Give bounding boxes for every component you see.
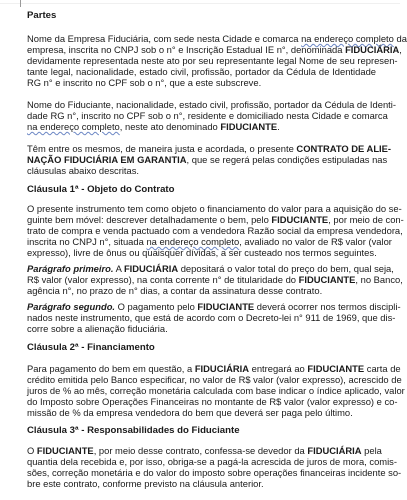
clausula1-p2-line-1: Parágrafo primeiro. A FIDUCIÁRIA depositará o valor total do preço do bem, qual seja, xyxy=(27,263,394,274)
section-heading-partes: Partes xyxy=(27,10,57,21)
partes-p1-line-3: devidamente representada neste ato por seu representante legal Nome de seu represen- xyxy=(27,55,398,66)
partes-p1-line-1: Nome da Empresa Fiduciária, com sede nesta Cidade e comarca na endereço completo da xyxy=(27,33,407,44)
partes-p2-line-3: na endereço completo, neste ato denominado FIDUCIANTE. xyxy=(27,121,280,132)
clausula1-p3-line-2: nados neste instrumento, que está de acordo com o Decreto-lei n° 911 de 1969, que dis- xyxy=(27,312,396,323)
clausula2-p1-line-5: missão de % da empresa vendedora do bem que deverá ser paga pelo último. xyxy=(27,407,353,418)
partes-p3-line-2: NAÇÃO FIDUCIÁRIA EM GARANTIA, que se regerá pelas condições estipuladas nas xyxy=(27,154,388,165)
page-top-edge xyxy=(0,0,400,4)
clausula3-p1-line-2: quantia dela recebida e, por isso, obriga-se a pagá-la acrescida de juros de mora, comis- xyxy=(27,456,397,467)
clausula1-p2-line-2: R$ valor (valor expresso), na conta corrente n° de titularidade do FIDUCIANTE, no Banco, xyxy=(27,274,403,285)
clausula2-p1-line-2: crédito emitida pelo Banco especificar, no valor de R$ valor (valor expresso), acrescido de xyxy=(27,374,402,385)
clausula1-p3-line-3: corre sobre a alienação fiduciária. xyxy=(27,323,168,334)
partes-p1-line-4: tante legal, nacionalidade, estado civil, profissão, portador da Cédula de Identidade xyxy=(27,66,376,77)
clausula1-p2-line-3: agência n°, no prazo de n° dias, a contar da assinatura desse contrato. xyxy=(27,285,323,296)
clausula3-p1-line-4: bre este contrato, conforme previsto na cláusula anterior. xyxy=(27,478,264,489)
clausula2-p1-line-3: juros de % ao mês, correção monetária calculada com base indicar o índice aplicado, valor xyxy=(27,385,405,396)
partes-p3-line-3: cláusulas abaixo descritas. xyxy=(27,165,140,176)
clausula1-p1-line-4: inscrita no CNPJ n°, situada na endereço completo, avaliado no valor de R$ valor (valor xyxy=(27,236,392,247)
section-heading-clausula-3: Cláusula 3ª - Responsabilidades do Fiduciante xyxy=(27,425,240,436)
clausula2-p1-line-4: do Imposto sobre Operações Financeiras no montante de R$ valor (valor expresso) e co- xyxy=(27,396,398,407)
clausula2-p1-line-1: Para pagamento do bem em questão, a FIDUCIÁRIA entregará ao FIDUCIANTE carta de xyxy=(27,363,401,374)
partes-p2-line-2: dade RG n°, inscrito no CPF sob o n°, residente e domiciliado nesta Cidade e comarca xyxy=(27,110,388,121)
clausula3-p1-line-3: sões, correção monetária e do valor do imposto sobre operações financeiras incidente so- xyxy=(27,467,402,478)
clausula1-p1-line-5: expresso), livre de ônus ou quaisquer dívidas, a ser custeado nos termos seguintes. xyxy=(27,247,377,258)
clausula1-p1-line-2: guinte bem móvel: descrever detalhadamente o bem, pelo FIDUCIANTE, por meio de con- xyxy=(27,214,404,225)
partes-p2-line-1: Nome do Fiduciante, nacionalidade, estado civil, profissão, portador da Cédula de Identi- xyxy=(27,99,396,110)
clausula1-p1-line-3: trato de compra e venda pactuado com a vendedora Razão social da empresa vendedora, xyxy=(27,225,403,236)
section-heading-clausula-1: Cláusula 1ª - Objeto do Contrato xyxy=(27,184,175,195)
partes-p3-line-1: Têm entre os mesmos, de maneira justa e acordada, o presente CONTRATO DE ALIE- xyxy=(27,143,392,154)
section-heading-clausula-2: Cláusula 2ª - Financiamento xyxy=(27,342,155,353)
partes-p1-line-5: RG n° e inscrito no CPF sob o n°, que a este subscreve. xyxy=(27,77,262,88)
partes-p1-line-2: empresa, inscrita no CNPJ sob o n° e Inscrição Estadual IE n°, denominada FIDUCIÁRIA, xyxy=(27,44,402,55)
page-corner-mark xyxy=(20,0,21,7)
clausula3-p1-line-1: O FIDUCIANTE, por meio desse contrato, confessa-se devedor da FIDUCIÁRIA pela xyxy=(27,445,382,456)
clausula1-p1-line-1: O presente instrumento tem como objeto o financiamento do valor para a aquisição do se- xyxy=(27,203,402,214)
clausula1-p3-line-1: Parágrafo segundo. O pagamento pelo FIDUCIANTE deverá ocorrer nos termos discipli- xyxy=(27,301,401,312)
